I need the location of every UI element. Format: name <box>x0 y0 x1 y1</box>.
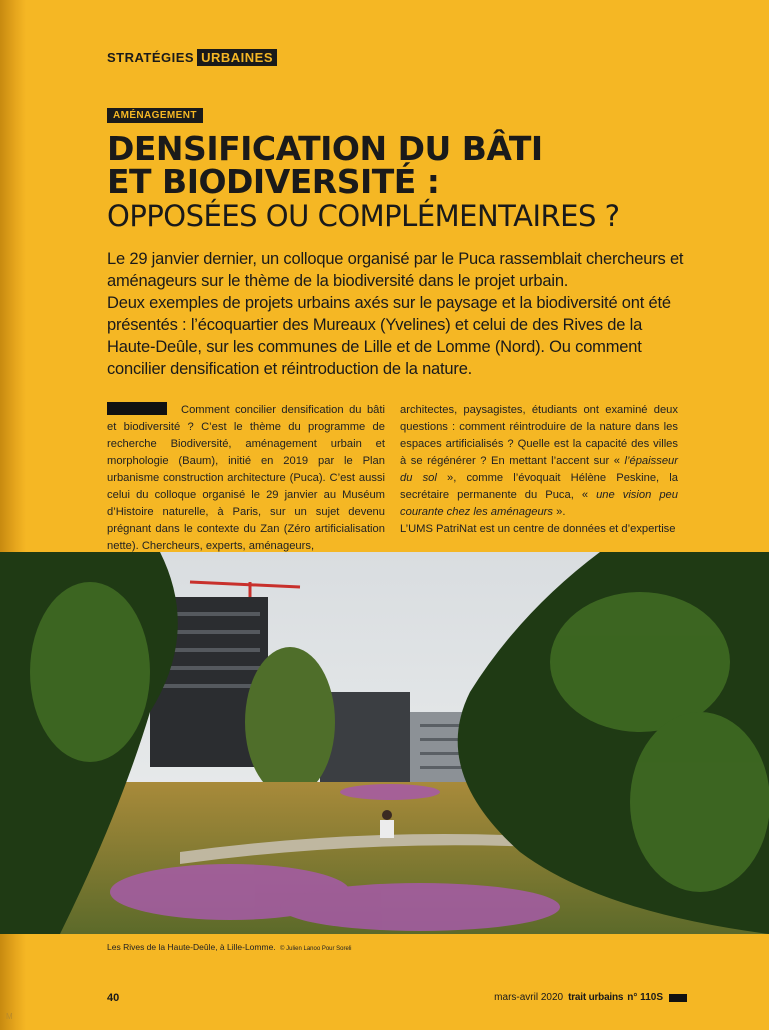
margin-mark: M <box>6 1012 13 1021</box>
body-col2-text: architectes, paysagistes, étudiants ont examiné deux questions : comment réintroduire de la nature dans les espaces artificialisés ? Quelle est la capacité des villes à se régénérer ? En mettant l’accent sur « <box>400 404 678 467</box>
photo-credit: © Julien Lanoo Pour Soreli <box>280 946 352 952</box>
lead-paragraph-1: Le 29 janvier dernier, un colloque organisé par le Puca rassemblait chercheurs et aménageurs sur le thème de la biodiversité dans le projet urbain. <box>107 250 684 290</box>
caption-text: Les Rives de la Haute-Deûle, à Lille-Lomme. <box>107 942 276 952</box>
category-tag: AMÉNAGEMENT <box>107 108 203 123</box>
section-rubric <box>107 50 277 65</box>
article-lead <box>107 248 687 380</box>
quote-soil: l’épaisseur du sol <box>400 455 678 484</box>
article-title <box>107 129 543 201</box>
quote-peskine: une vision peu courante chez les aménageurs <box>400 489 678 518</box>
redacted-block <box>107 402 167 415</box>
body-col2-paragraph-2: L’UMS PatriNat est un centre de données et d’expertise <box>400 523 676 535</box>
footer-publication <box>494 992 687 1003</box>
photo-caption <box>107 942 352 952</box>
body-column-1 <box>107 402 385 555</box>
lead-paragraph-2: Deux exemples de projets urbains axés sur le paysage et la biodiversité ont été présentés : l’écoquartier des Mureaux (Yvelines) et celui de des Rives de la Haute-Deûle, sur les communes de Lille et de Lomme (Nord). Ou comment concilier densification et réintroduction de la nature. <box>107 294 671 378</box>
photo-illustration <box>0 552 769 934</box>
title-line2: ET BIODIVERSITÉ : <box>107 162 440 201</box>
body-col2-text: », comme l’évoquait Hélène Peskine, la secrétaire permanente du Puca, « <box>400 472 678 501</box>
article-subtitle: OPPOSÉES OU COMPLÉMENTAIRES ? <box>107 199 620 233</box>
body-column-2 <box>400 402 678 538</box>
title-line1: DENSIFICATION DU BÂTI <box>107 129 543 168</box>
rubric-part1: STRATÉGIES <box>107 50 195 65</box>
issue-date: mars-avril 2020 <box>494 992 564 1003</box>
rubric-part2: URBAINES <box>197 49 277 66</box>
body-col2-text: ». <box>553 506 566 518</box>
magazine-brand: trait urbains <box>568 992 624 1003</box>
issue-number: n° 110S <box>627 992 663 1003</box>
article-photo <box>0 552 769 934</box>
footer-bar <box>669 994 687 1002</box>
page-number: 40 <box>107 992 120 1004</box>
body-col1-text: Comment concilier densification du bâti et biodiversité ? C’est le thème du programme de recherche Biodiversité, aménagement urbain et morphologie (Baum), initié en 2019 par le Plan urbanisme construction architecture (Puca). C’est aussi celui du colloque organisé le 29 janvier au Muséum d’Histoire naturelle, à Paris, sur un sujet devenu prégnant dans le contexte du Zan (Zéro artificialisation nette). Chercheurs, experts, aménageurs, <box>107 404 385 552</box>
